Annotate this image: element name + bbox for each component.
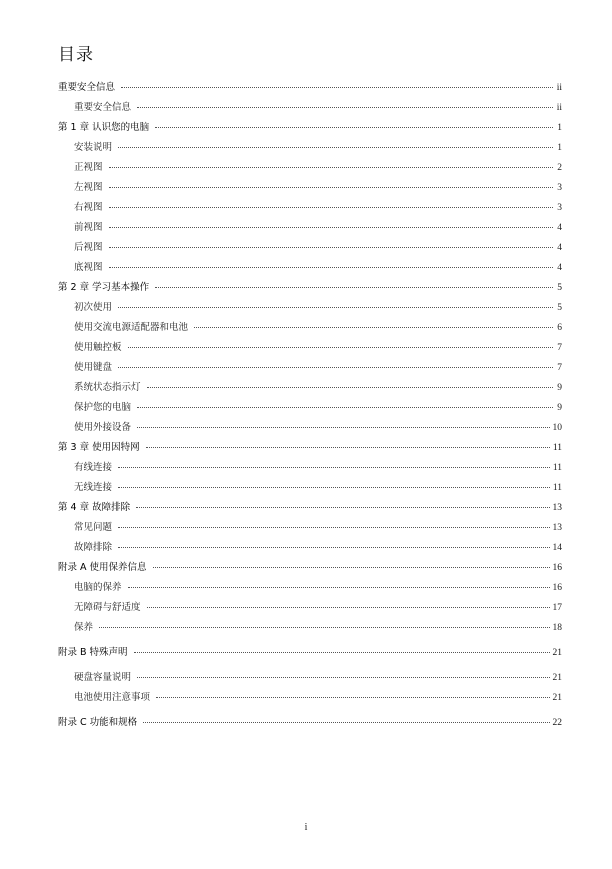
toc-entry-label: 附录 C 功能和规格: [58, 717, 138, 728]
dot-leader: [118, 527, 549, 528]
toc-section-entry[interactable]: [58, 139, 562, 159]
toc-section-entry[interactable]: [58, 299, 562, 319]
toc-entry-label: 左视图: [74, 182, 103, 193]
toc-section-entry[interactable]: [58, 579, 562, 599]
toc-entry-label: 底视图: [74, 262, 103, 273]
toc-chapter-entry[interactable]: [58, 119, 562, 139]
toc-entry-label: 前视图: [74, 222, 103, 233]
toc-section-entry[interactable]: [58, 419, 562, 439]
dot-leader: [137, 407, 553, 408]
dot-leader: [109, 167, 553, 168]
toc-section-entry[interactable]: [58, 479, 562, 499]
toc-section-entry[interactable]: [58, 199, 562, 219]
toc-page-number: 11: [552, 443, 562, 453]
toc-section-entry[interactable]: [58, 459, 562, 479]
toc-section-entry[interactable]: [58, 379, 562, 399]
toc-chapter-entry[interactable]: [58, 79, 562, 99]
toc-section-entry[interactable]: [58, 599, 562, 619]
toc-page-number: 5: [557, 303, 562, 313]
toc-entry-label: 保养: [74, 622, 94, 633]
toc-section-entry[interactable]: [58, 99, 562, 119]
toc-entry-label: 第 1 章 认识您的电脑: [58, 122, 150, 133]
toc-page-number: 4: [557, 243, 562, 253]
toc-entry-label: 第 3 章 使用因特网: [58, 442, 140, 453]
toc-section-entry[interactable]: [58, 219, 562, 239]
dot-leader: [118, 367, 553, 368]
toc-page-number: 7: [557, 343, 562, 353]
dot-leader: [128, 587, 550, 588]
toc-page-number: 22: [552, 718, 562, 728]
toc-chapter-entry[interactable]: [58, 559, 562, 579]
dot-leader: [143, 722, 549, 723]
dot-leader: [156, 697, 549, 698]
dot-leader: [118, 467, 550, 468]
dot-leader: [109, 267, 553, 268]
dot-leader: [109, 247, 553, 248]
toc-entry-label: 有线连接: [74, 462, 113, 473]
toc-chapter-entry[interactable]: [58, 714, 562, 734]
toc-entry-label: 右视图: [74, 202, 103, 213]
toc-section-entry[interactable]: [58, 689, 562, 709]
toc-section-entry[interactable]: [58, 619, 562, 639]
toc-page-number: 9: [557, 383, 562, 393]
toc-entry-label: 电池使用注意事项: [74, 692, 151, 703]
toc-page-number: ii: [556, 83, 562, 93]
toc-page-number: 7: [557, 363, 562, 373]
dot-leader: [146, 447, 550, 448]
toc-entry-label: 故障排除: [74, 542, 113, 553]
toc-section-entry[interactable]: [58, 339, 562, 359]
toc-page-number: 1: [557, 123, 562, 133]
dot-leader: [109, 227, 553, 228]
toc-page-number: 11: [552, 463, 562, 473]
toc-entry-label: 重要安全信息: [58, 82, 116, 93]
dot-leader: [155, 287, 553, 288]
toc-page-number: 4: [557, 223, 562, 233]
toc-entry-label: 初次使用: [74, 302, 113, 313]
dot-leader: [134, 652, 550, 653]
toc-entry-label: 第 2 章 学习基本操作: [58, 282, 150, 293]
toc-entry-label: 使用键盘: [74, 362, 113, 373]
toc-page-number: 13: [552, 523, 562, 533]
toc-section-entry[interactable]: [58, 259, 562, 279]
dot-leader: [147, 607, 550, 608]
toc-entry-label: 第 4 章 故障排除: [58, 502, 131, 513]
toc-page-number: ii: [556, 103, 562, 113]
toc-page-number: 9: [557, 403, 562, 413]
toc-section-entry[interactable]: [58, 399, 562, 419]
table-of-contents: [58, 79, 562, 734]
toc-page-number: 13: [552, 503, 562, 513]
toc-entry-label: 无障碍与舒适度: [74, 602, 141, 613]
dot-leader: [118, 307, 553, 308]
toc-section-entry[interactable]: [58, 519, 562, 539]
dot-leader: [194, 327, 553, 328]
toc-page-number: 3: [557, 183, 562, 193]
toc-page-number: 6: [557, 323, 562, 333]
toc-page-number: 17: [552, 603, 562, 613]
dot-leader: [109, 207, 553, 208]
toc-page-number: 18: [552, 623, 562, 633]
dot-leader: [118, 487, 550, 488]
toc-entry-label: 附录 A 使用保养信息: [58, 562, 147, 573]
toc-section-entry[interactable]: [58, 179, 562, 199]
toc-entry-label: 保护您的电脑: [74, 402, 132, 413]
footer-page-number: i: [304, 822, 308, 833]
toc-entry-label: 安装说明: [74, 142, 113, 153]
dot-leader: [121, 87, 553, 88]
toc-entry-label: 常见问题: [74, 522, 113, 533]
toc-section-entry[interactable]: [58, 239, 562, 259]
dot-leader: [118, 147, 553, 148]
toc-entry-label: 后视图: [74, 242, 103, 253]
dot-leader: [137, 427, 549, 428]
toc-chapter-entry[interactable]: [58, 499, 562, 519]
toc-chapter-entry[interactable]: [58, 439, 562, 459]
toc-entry-label: 使用外接设备: [74, 422, 132, 433]
toc-entry-label: 重要安全信息: [74, 102, 132, 113]
toc-entry-label: 无线连接: [74, 482, 113, 493]
toc-page-number: 10: [552, 423, 562, 433]
toc-chapter-entry[interactable]: [58, 644, 562, 664]
dot-leader: [153, 567, 550, 568]
toc-entry-label: 正视图: [74, 162, 103, 173]
toc-section-entry[interactable]: [58, 319, 562, 339]
dot-leader: [128, 347, 553, 348]
toc-page-number: 21: [552, 673, 562, 683]
toc-chapter-entry[interactable]: [58, 279, 562, 299]
toc-page-number: 1: [557, 143, 562, 153]
toc-page-number: 5: [557, 283, 562, 293]
dot-leader: [137, 677, 549, 678]
toc-entry-label: 电脑的保养: [74, 582, 122, 593]
toc-page-number: 2: [557, 163, 562, 173]
page-title: 目录: [58, 45, 94, 65]
dot-leader: [109, 187, 553, 188]
toc-page-number: 4: [557, 263, 562, 273]
toc-entry-label: 使用触控板: [74, 342, 122, 353]
dot-leader: [147, 387, 553, 388]
dot-leader: [118, 547, 549, 548]
toc-page-number: 14: [552, 543, 562, 553]
toc-section-entry[interactable]: [58, 159, 562, 179]
dot-leader: [136, 507, 549, 508]
dot-leader: [155, 127, 553, 128]
toc-section-entry[interactable]: [58, 539, 562, 559]
toc-section-entry[interactable]: [58, 669, 562, 689]
toc-entry-label: 系统状态指示灯: [74, 382, 141, 393]
toc-page-number: 11: [552, 483, 562, 493]
toc-page-number: 21: [552, 648, 562, 658]
dot-leader: [137, 107, 553, 108]
toc-page-number: 21: [552, 693, 562, 703]
toc-page-number: 3: [557, 203, 562, 213]
toc-page-number: 16: [552, 583, 562, 593]
toc-entry-label: 硬盘容量说明: [74, 672, 132, 683]
dot-leader: [99, 627, 549, 628]
toc-page-number: 16: [552, 563, 562, 573]
toc-entry-label: 附录 B 特殊声明: [58, 647, 128, 658]
toc-section-entry[interactable]: [58, 359, 562, 379]
toc-entry-label: 使用交流电源适配器和电池: [74, 322, 189, 333]
